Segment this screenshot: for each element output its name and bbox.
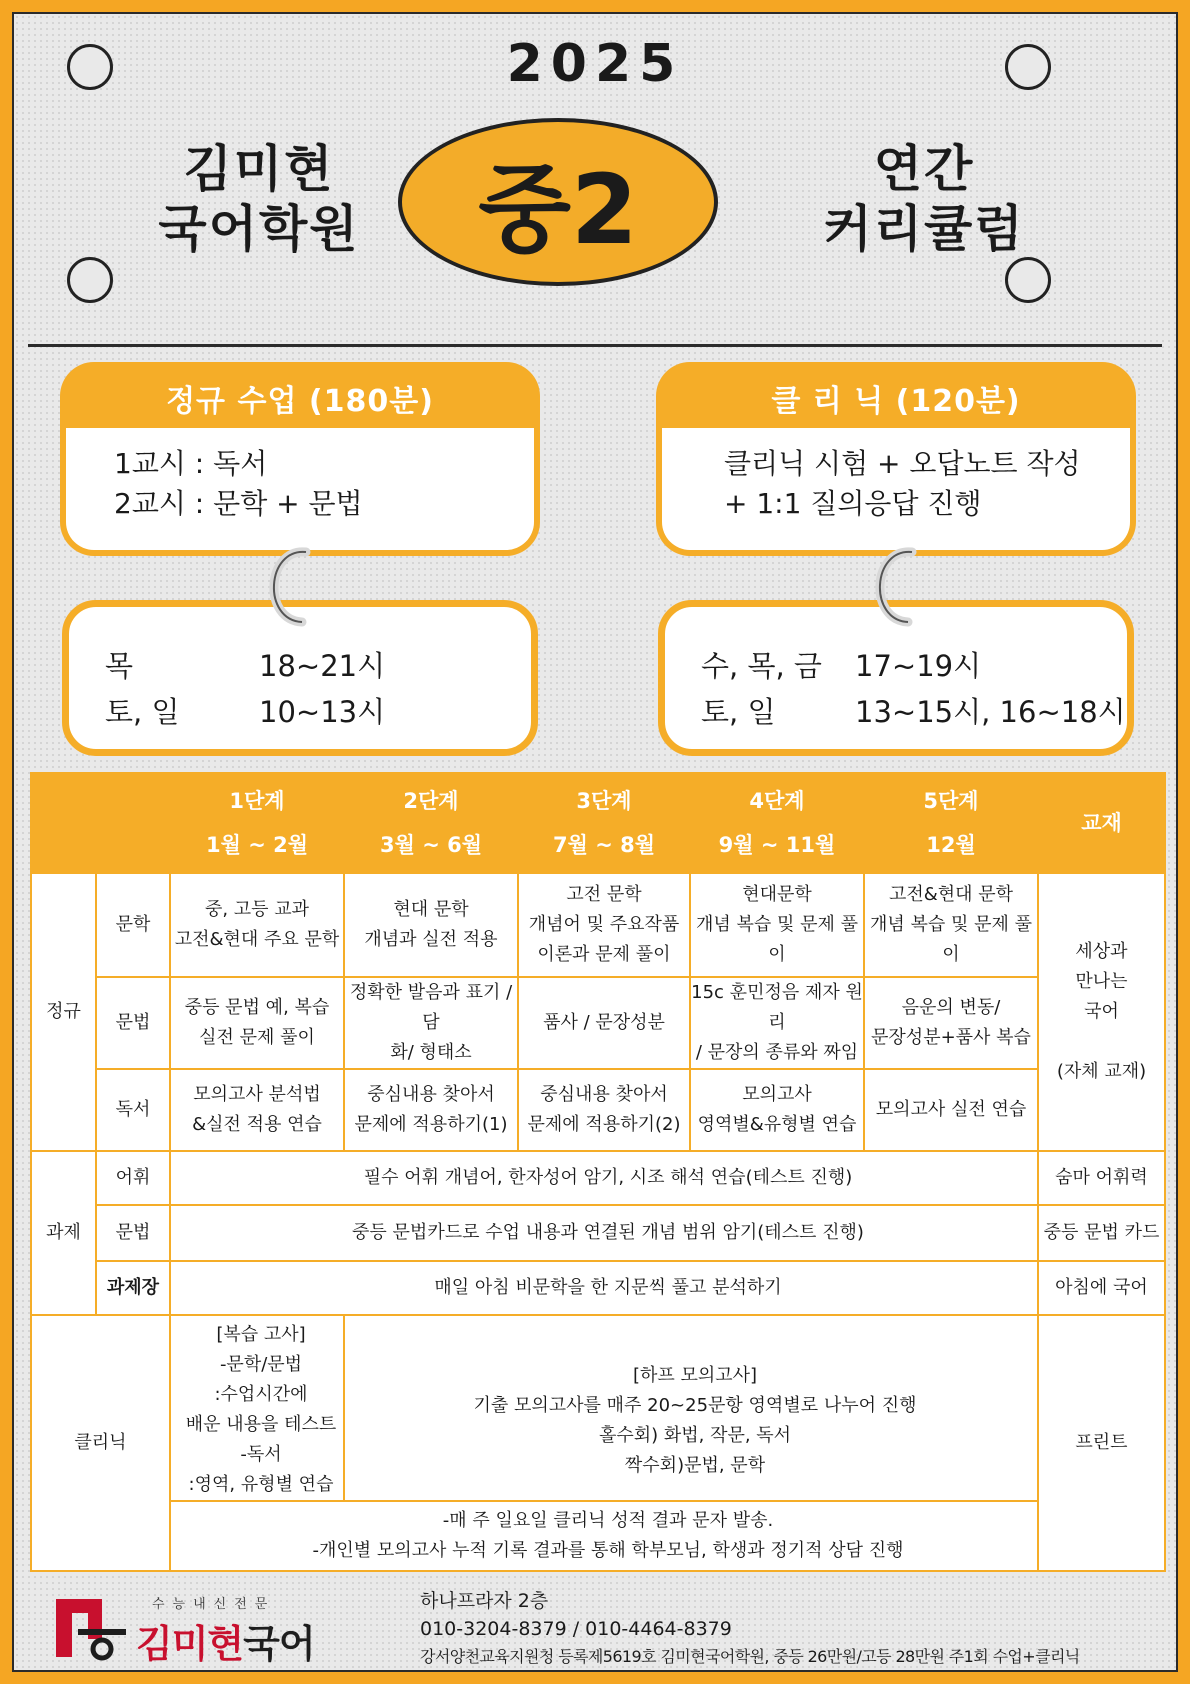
address: 하나프라자 2층 — [420, 1590, 549, 1612]
table-cell: 현대문학 개념 복습 및 문제 풀이 — [690, 873, 864, 977]
logo-mark-icon — [52, 1595, 132, 1661]
regular-textbook: 세상과 만나는 국어 (자체 교재) — [1038, 873, 1165, 1151]
subject-grammar: 문법 — [96, 977, 170, 1069]
table-cell: 음운의 변동/ 문장성분+품사 복습 — [864, 977, 1038, 1069]
stage-header: 1단계 1월 ~ 2월 — [170, 773, 344, 873]
clinic-card — [656, 362, 1136, 556]
schedule-row: 토, 일 13~15시, 16~18시 — [701, 695, 1126, 729]
homework-subject: 과제장 — [96, 1261, 170, 1315]
schedule-row: 목 18~21시 — [105, 649, 386, 683]
subject-literature: 문학 — [96, 873, 170, 977]
clinic-label: 클리닉 — [31, 1315, 170, 1571]
curriculum-poster — [12, 12, 1178, 1672]
clinic-review: [복습 고사] -문학/문법 :수업시간에 배운 내용을 테스트 -독서 :영역, 유형별 연습 — [170, 1315, 344, 1501]
clinic-notes: -매 주 일요일 클리닉 성적 결과 문자 발송. -개인별 모의고사 누적 기록 결과를 통해 학부모님, 학생과 정기적 상담 진행 — [170, 1501, 1038, 1571]
homework-desc: 매일 아침 비문학을 한 지문씩 풀고 분석하기 — [170, 1261, 1038, 1315]
homework-desc: 필수 어휘 개념어, 한자성어 암기, 시조 해석 연습(테스트 진행) — [170, 1151, 1038, 1205]
regular-class-content — [66, 428, 534, 550]
table-cell: 중심내용 찾아서 문제에 적용하기(2) — [518, 1069, 690, 1151]
homework-subject: 어휘 — [96, 1151, 170, 1205]
academy-logo — [52, 1579, 322, 1669]
logo-tagline: 수능내신전문 — [152, 1597, 276, 1612]
table-cell: 고전&현대 문학 개념 복습 및 문제 풀이 — [864, 873, 1038, 977]
grade-badge — [398, 118, 718, 286]
table-cell: 중등 문법 예, 복습 실전 문제 풀이 — [170, 977, 344, 1069]
regular-class-title: 정규 수업 (180분) — [166, 384, 434, 419]
clinic-card-title: 클 리 닉 (120분) — [771, 384, 1021, 419]
stage-header: 5단계 12월 — [864, 773, 1038, 873]
curriculum-table — [30, 772, 1166, 1572]
regular-line: 1교시 : 독서 — [114, 447, 268, 480]
homework-subject: 문법 — [96, 1205, 170, 1261]
table-cell: 모의고사 영역별&유형별 연습 — [690, 1069, 864, 1151]
textbook-header: 교재 — [1038, 773, 1165, 873]
binder-ring-icon — [864, 542, 924, 630]
regular-label: 정규 — [31, 873, 96, 1151]
contact-info — [420, 1587, 1080, 1671]
table-corner — [31, 773, 170, 873]
stage-header: 3단계 7월 ~ 8월 — [518, 773, 690, 873]
clinic-line: 클리닉 시험 + 오답노트 작성 — [724, 447, 1081, 480]
regular-class-card — [60, 362, 540, 556]
homework-book: 중등 문법 카드 — [1038, 1205, 1165, 1261]
academy-name: 김미현 국어학원 — [158, 140, 360, 258]
homework-desc: 중등 문법카드로 수업 내용과 연결된 개념 범위 암기(테스트 진행) — [170, 1205, 1038, 1261]
homework-book: 아침에 국어 — [1038, 1261, 1165, 1315]
year-title: 2025 — [506, 34, 684, 94]
homework-book: 숨마 어휘력 — [1038, 1151, 1165, 1205]
logo-text: 김미현국어 — [136, 1622, 315, 1666]
stage-header: 4단계 9월 ~ 11월 — [690, 773, 864, 873]
table-cell: 모의고사 실전 연습 — [864, 1069, 1038, 1151]
homework-label: 과제 — [31, 1151, 96, 1315]
table-cell: 품사 / 문장성분 — [518, 977, 690, 1069]
clinic-card-content — [662, 428, 1130, 550]
schedule-row: 수, 목, 금 17~19시 — [701, 649, 982, 683]
subject-reading: 독서 — [96, 1069, 170, 1151]
registration-info: 강서양천교육지원청 등록제5619호 김미현국어학원, 중등 26만원/고등 28만원 주1회 수업+클리닉 — [420, 1647, 1080, 1666]
table-cell: 15c 훈민정음 제자 원리 / 문장의 종류와 짜임 — [690, 977, 864, 1069]
regular-line: 2교시 : 문학 + 문법 — [114, 487, 363, 520]
table-cell: 모의고사 분석법 &실전 적용 연습 — [170, 1069, 344, 1151]
clinic-mock-exam: [하프 모의고사] 기출 모의고사를 매주 20~25문항 영역별로 나누어 진행 홀수회) 화법, 작문, 독서 짝수회)문법, 문학 — [344, 1315, 1038, 1501]
binder-hole-icon — [67, 257, 113, 303]
table-cell: 현대 문학 개념과 실전 적용 — [344, 873, 518, 977]
phone-numbers: 010-3204-8379 / 010-4464-8379 — [420, 1618, 732, 1640]
table-cell: 중, 고등 교과 고전&현대 주요 문학 — [170, 873, 344, 977]
clinic-book: 프린트 — [1038, 1315, 1165, 1571]
curriculum-title: 연간 커리큘럼 — [823, 140, 1025, 258]
header-divider — [28, 344, 1162, 347]
binder-hole-icon — [1005, 257, 1051, 303]
clinic-line: + 1:1 질의응답 진행 — [724, 487, 982, 520]
schedule-row: 토, 일 10~13시 — [105, 695, 386, 729]
grade-label: 중2 — [478, 153, 638, 266]
table-cell: 고전 문학 개념어 및 주요작품 이론과 문제 풀이 — [518, 873, 690, 977]
binder-ring-icon — [258, 542, 318, 630]
table-cell: 중심내용 찾아서 문제에 적용하기(1) — [344, 1069, 518, 1151]
table-cell: 정확한 발음과 표기 / 담 화/ 형태소 — [344, 977, 518, 1069]
stage-header: 2단계 3월 ~ 6월 — [344, 773, 518, 873]
